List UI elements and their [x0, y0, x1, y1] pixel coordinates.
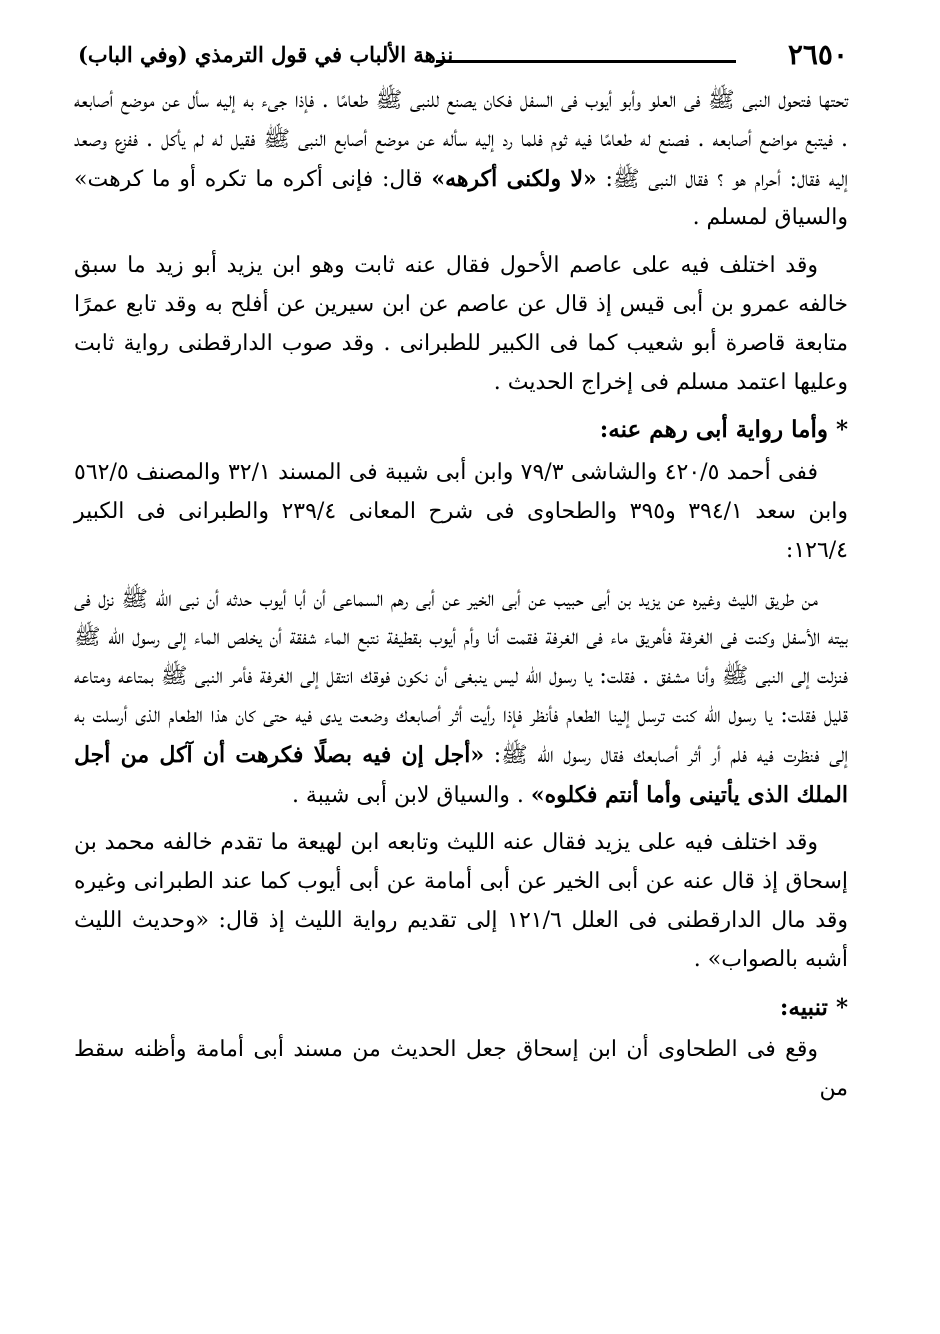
paragraph-4-quote: «أجل إن فيه بصلًا فكرهت أن آكل من أجل الملك الذى يأتينى وأما أنتم فكلوه»	[74, 741, 848, 808]
paragraph-4-text: من طريق الليث وغيره عن يزيد بن أبى حبيب عن أبى الخير عن أبى رهم السماعى أن أبا أيوب حدثه أن نبى الله ﷺ نزل فى بيته الأسفل وكنت فى الغرفة فأهريق ماء فى الغرفة فقمت أنا وأم أيوب بقطيفة نتبع الماء شفقة أن يخلص الماء إلى رسول الله ﷺ فنزلت إلى النبى ﷺ وأنا مشفق . فقلت: يا رسول الله ليس ينبغى أن نكون فوقك انتقل إلى الغرفة فأمر النبى ﷺ بمتاعه ومتاعه قليل فقلت: يا رسول الله كنت ترسل إلينا الطعام فأنظر فإذا رأيت أثر أصابعك وضعت يدى فيه حتى كان هذا الطعام الذى أرسلت به إلى فنظرت فيه فلم أر أثر أصابعك فقال رسول الله ﷺ:	[74, 586, 848, 768]
section-heading-abu-rahm: * وأما رواية أبى رهم عنه:	[599, 416, 848, 444]
page-number: ٢٦٥٠	[787, 38, 848, 71]
paragraph-2: وقد اختلف فيه على عاصم الأحول فقال عنه ثابت وهو ابن يزيد أبو زيد ما سبق خالفه عمرو بن أبى قيس إذ قال عن عاصم عن ابن سيرين عن أفلح به وقد تابع عمرًا متابعة قاصرة أبو شعيب كما فى الكبير للطبرانى . وقد صوب الدارقطنى رواية ثابت وعليها اعتمد مسلم فى إخراج الحديث .	[74, 253, 848, 395]
paragraph-5: وقد اختلف فيه على يزيد فقال عنه الليث وتابعه ابن لهيعة ما تقدم خالفه محمد بن إسحاق إذ قال عنه عن أبى الخير عن أبى أمامة عن أبى أيوب كما عند الطبرانى وغيره وقد مال الدارقطنى فى العلل ١٢١/٦ إلى تقديم رواية الليث إذ قال: «وحديث الليث أشبه بالصواب» .	[74, 830, 848, 972]
paragraph-1-tail: قال: فإنى أكره ما تكره أو ما كرهت» والسياق لمسلم .	[74, 166, 848, 231]
paragraph-4-tail: . والسياق لابن أبى شيبة .	[291, 782, 531, 808]
paragraph-4	[74, 581, 848, 816]
page-header	[78, 38, 848, 82]
paragraph-1-quote: «لا ولكنى أكرهه»	[431, 165, 597, 192]
paragraph-6: وقع فى الطحاوى أن ابن إسحاق جعل الحديث من مسند أبى أمامة وأظنه سقط من	[74, 1037, 848, 1102]
section-heading-note: * تنبيه:	[779, 993, 848, 1021]
paragraph-1-text: تحتها فتحول النبى ﷺ فى العلو وأبو أيوب فى السفل فكان يصنع للنبى ﷺ طعامًا . فإذا جىء به إليه سأل عن موضع أصابعه . فيتبع مواضع أصابعه . فصنع له طعامًا فيه ثوم فلما رد إليه سأله عن موضع أصابع النبى ﷺ فقيل له لم يأكل . ففزع وصعد إليه فقال: أحرام هو ؟ فقال النبى ﷺ:	[74, 88, 848, 192]
header-rule	[436, 60, 736, 63]
running-title: نزهة الألباب في قول الترمذي (وفي الباب)	[78, 42, 454, 67]
paragraph-sources: ففى أحمد ٤٢٠/٥ والشاشى ٧٩/٣ وابن أبى شيبة فى المسند ٣٢/١ والمصنف ٥٦٢/٥ وابن سعد ٣٩٤/١ و٣٩٥ والطحاوى فى شرح المعانى ٢٣٩/٤ والطبرانى فى الكبير ١٢٦/٤:	[74, 460, 848, 563]
paragraph-1	[74, 82, 848, 238]
page-body	[74, 82, 848, 1118]
